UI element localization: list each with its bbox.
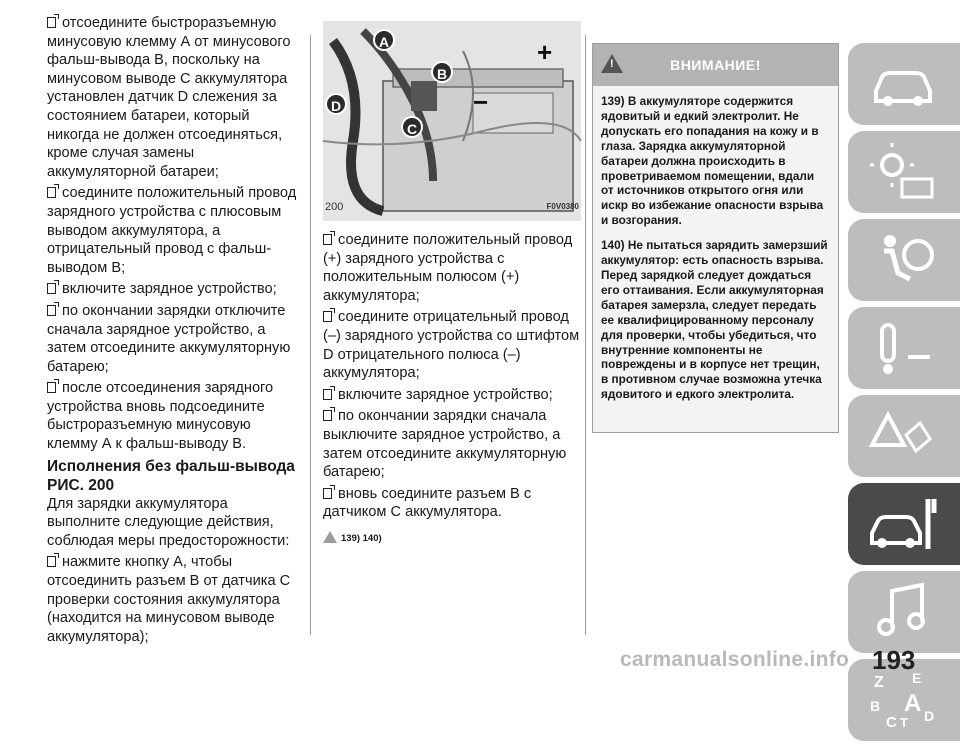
checkbox-bullet-icon	[47, 17, 56, 28]
list-item: вновь соедините разъем В с датчиком С аккумулятора.	[323, 485, 532, 521]
warning-text	[593, 86, 838, 402]
tab-key[interactable]	[848, 307, 960, 389]
page-number: 193	[872, 645, 916, 675]
list-item: отсоедините быстроразъемную минусовую клемму А от минусового фальш-вывода В, поскольку на минусовом выводе С аккумулятора установлен датчик D слежения за состоянием батареи, который никогда не должен отсоединяться, кроме случая замены аккумуляторной батареи;	[47, 15, 291, 180]
warning-refs: 139) 140)	[323, 528, 581, 549]
car-icon	[868, 53, 938, 113]
index-letter: Z	[874, 674, 884, 691]
tab-dashboard-lights[interactable]	[848, 131, 960, 213]
index-letter: E	[912, 670, 922, 686]
column-divider	[585, 35, 586, 635]
car-tools-icon	[868, 493, 942, 555]
plus-mark: +	[537, 37, 553, 67]
key-icon	[868, 317, 938, 377]
checkbox-bullet-icon	[47, 382, 56, 393]
warning-triangle-icon	[868, 405, 938, 465]
callout-d: D	[325, 93, 347, 115]
section-title: Исполнения без фальш-вывода РИС. 200	[47, 457, 295, 494]
list-item: соедините положительный провод зарядного устройства с плюсовым выводом аккумулятора, а отрицательный провод с фальш-выводом В;	[47, 185, 297, 276]
tab-car[interactable]	[848, 43, 960, 125]
figure-caption: 200	[325, 201, 344, 214]
tab-airbag[interactable]	[848, 219, 960, 301]
alphabet-index-icon	[868, 669, 942, 731]
list-item: по окончании зарядки сначала выключите зарядное устройство, а затем отсоедините аккумуляторную батарею;	[323, 408, 567, 481]
list-item: соедините положительный провод (+) зарядного устройства с положительным полюсом (+) аккумулятора;	[323, 232, 573, 304]
minus-mark: −	[473, 87, 489, 117]
index-letter: T	[900, 715, 908, 730]
checkbox-bullet-icon	[47, 305, 56, 316]
warning-triangle-icon	[323, 531, 337, 543]
checkbox-bullet-icon	[47, 283, 56, 294]
warning-header: ! ВНИМАНИЕ!	[593, 44, 838, 86]
watermark: carmanualsonline.info	[620, 648, 850, 671]
checkbox-bullet-icon	[323, 488, 332, 499]
warning-paragraph: 139) В аккумуляторе содержится ядовитый и едкий электролит. Не допускать его попадания на кожу и в глаза. Зарядка аккумуляторной батареи должна происходить в проветриваемом помещении, вдали от источников открытого огня или искр во избежание опасности взрыва и возгорания.	[601, 94, 824, 228]
middle-column	[323, 14, 581, 552]
dashboard-lights-icon	[868, 141, 938, 201]
left-column	[47, 14, 305, 649]
callout-b: B	[431, 61, 453, 83]
tab-car-tools[interactable]	[848, 483, 960, 565]
callout-a: A	[373, 29, 395, 51]
list-item: включите зарядное устройство;	[323, 386, 581, 405]
index-letter: B	[870, 698, 881, 714]
music-icon	[868, 581, 938, 641]
figure-code: F0V0380	[546, 202, 579, 212]
checkbox-bullet-icon	[47, 187, 56, 198]
warning-paragraph: 140) Не пытаться зарядить замерзший аккумулятор: есть опасность взрыва. Перед зарядкой следует дождаться его оттаивания. Если аккумуляторная батарея замерзла, следует передать ее квалифицированному персоналу для проверки, чтобы убедиться, что внутренние компоненты не повреждены и в корпусе нет трещин, в противном случае возможна утечка ядовитого и едкого электролита.	[601, 238, 828, 402]
checkbox-bullet-icon	[323, 389, 332, 400]
warning-box	[592, 43, 839, 433]
checkbox-bullet-icon	[323, 410, 332, 421]
callout-c: C	[401, 116, 423, 138]
checkbox-bullet-icon	[47, 556, 56, 567]
list-item: соедините отрицательный провод (–) зарядного устройства со штифтом D отрицательного полюса (–) аккумулятора;	[323, 309, 580, 382]
list-item: по окончании зарядки отключите сначала зарядное устройство, а затем отсоедините аккумуляторную батарею;	[47, 302, 291, 375]
airbag-icon	[868, 229, 938, 289]
intro-text: Для зарядки аккумулятора выполните следующие действия, соблюдая меры предосторожности:	[47, 495, 290, 549]
index-letter: C	[886, 714, 897, 731]
index-letter: A	[904, 690, 922, 717]
chapter-sidebar	[848, 43, 960, 747]
battery-figure	[323, 21, 581, 221]
list-item: нажмите кнопку А, чтобы отсоединить разъем В от датчика С проверки состояния аккумулятора (находится на минусовом выводе аккумулятора);	[47, 554, 291, 645]
index-letter: D	[924, 708, 935, 724]
tab-warning[interactable]	[848, 395, 960, 477]
list-item: включите зарядное устройство;	[47, 280, 305, 299]
list-item: после отсоединения зарядного устройства вновь подсоедините быстроразъемную минусовую клемму А к фальш-выводу В.	[47, 380, 274, 453]
warning-title: ВНИМАНИЕ!	[670, 57, 761, 73]
tab-music[interactable]	[848, 571, 960, 653]
column-divider	[310, 35, 311, 635]
checkbox-bullet-icon	[323, 234, 332, 245]
checkbox-bullet-icon	[323, 311, 332, 322]
